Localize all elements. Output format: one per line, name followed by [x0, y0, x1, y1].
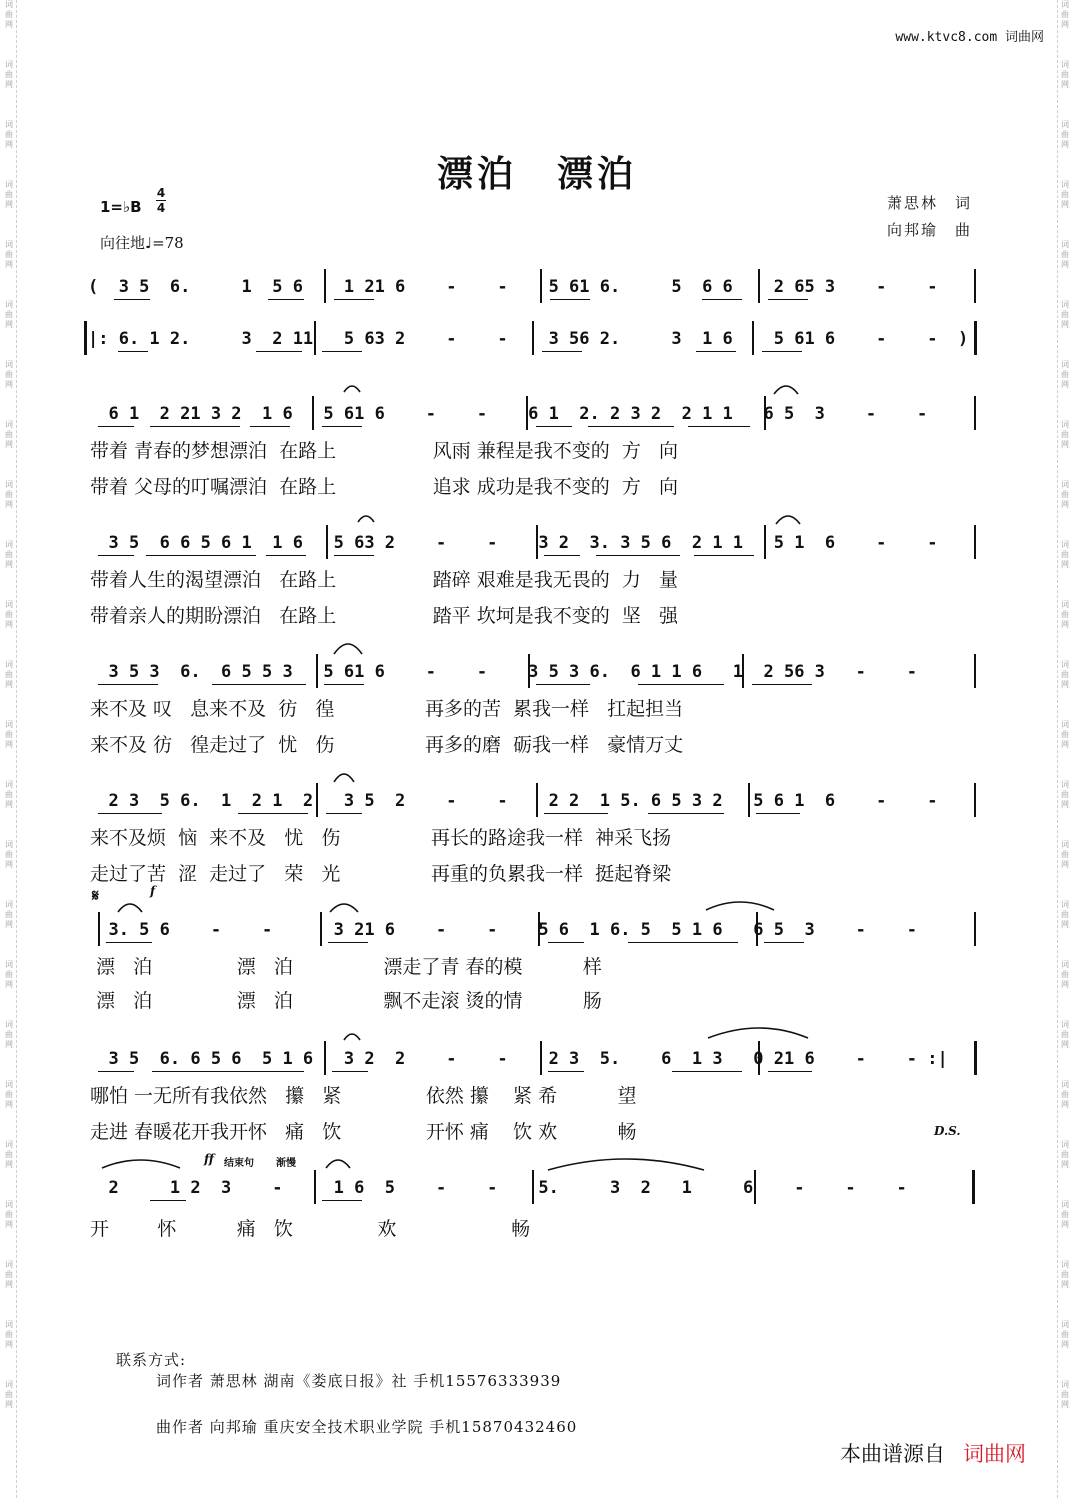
lyricist-contact: 词作者 萧思林 湖南《娄底日报》社 手机15576333939: [156, 1372, 562, 1390]
lyric-line: 哪怕 一无所有我依然 攥 紧 依然 攥 紧 希 望: [90, 1085, 637, 1107]
side-watermark: 词曲网: [1061, 60, 1069, 89]
side-watermark: 词曲网: [1061, 1260, 1069, 1289]
side-watermark: 词曲网: [5, 180, 13, 209]
lyric-line: 来不及烦 恼 来不及 忧 伤 再长的路途我一样 神采飞扬: [90, 827, 672, 849]
side-watermark: 词曲网: [1061, 660, 1069, 689]
score-row: [88, 791, 988, 817]
side-watermark: 词曲网: [5, 660, 13, 689]
meter-top: 4: [156, 186, 166, 200]
side-watermark: 词曲网: [1061, 720, 1069, 749]
side-watermark: 词曲网: [1061, 780, 1069, 809]
side-watermark: 词曲网: [1061, 840, 1069, 869]
lyric-line: 带着亲人的期盼漂泊 在路上 踏平 坎坷是我不变的 坚 强: [90, 605, 678, 627]
side-watermark: 词曲网: [5, 480, 13, 509]
side-watermark: 词曲网: [5, 720, 13, 749]
left-watermark-strip: [2, 0, 17, 1498]
source-prefix: 本曲谱源自: [840, 1442, 945, 1466]
meter-bottom: 4: [156, 201, 166, 215]
source-brand-link[interactable]: 词曲网: [963, 1442, 1026, 1466]
side-watermark: 词曲网: [5, 1140, 13, 1169]
side-watermark: 词曲网: [1061, 1320, 1069, 1349]
side-watermark: 词曲网: [1061, 120, 1069, 149]
composer-credit: 向邦瑜 曲: [886, 221, 972, 239]
side-watermark: 词曲网: [1061, 1080, 1069, 1109]
side-watermark: 词曲网: [5, 780, 13, 809]
side-watermark: 词曲网: [1061, 1200, 1069, 1229]
side-watermark: 词曲网: [1061, 540, 1069, 569]
key-signature: 1=♭B: [100, 198, 142, 216]
dynamic-fortissimo: ff: [204, 1152, 214, 1166]
side-watermark: 词曲网: [1061, 0, 1069, 29]
side-watermark: 词曲网: [1061, 960, 1069, 989]
right-watermark-strip: [1057, 0, 1072, 1498]
side-watermark: 词曲网: [5, 1080, 13, 1109]
segno-sign: 𝄋: [92, 886, 99, 905]
lyric-line: 开 怀 痛 饮 欢 畅: [90, 1218, 531, 1240]
side-watermark: 词曲网: [5, 600, 13, 629]
side-watermark: 词曲网: [5, 1380, 13, 1409]
side-watermark: 词曲网: [5, 60, 13, 89]
note-line: 6 1 2 21 3 2 1 6 5 61 6 - - 6 1 2. 2 3 2 2 1 1 6 5 3 - -: [88, 404, 928, 424]
time-signature: [156, 186, 166, 215]
score-row: [88, 277, 988, 303]
note-line: 3 5 6 6 5 6 1 1 6 5 63 2 - - 3 2 3. 3 5 6 2 1 1 5 1 6 - -: [88, 533, 938, 553]
side-watermark: 词曲网: [1061, 1140, 1069, 1169]
lyricist-credit: 萧思林 词: [886, 194, 972, 212]
site-url: www.ktvc8.com 词曲网: [895, 30, 1044, 45]
score-row: [88, 404, 988, 430]
ending-phrase-label: 结束句: [224, 1158, 254, 1169]
side-watermark: 词曲网: [1061, 360, 1069, 389]
score-row: [88, 1049, 988, 1075]
lyric-line: 漂 泊 漂 泊 飘不走滚 烫的情 肠: [90, 990, 602, 1012]
side-watermark: 词曲网: [5, 840, 13, 869]
note-line: |: 6. 1 2. 3 2 11 5 63 2 - - 3 56 2. 3 1 6 5 61 6 - - ): [88, 329, 969, 349]
da-segno-mark: D.S.: [934, 1124, 961, 1138]
side-watermark: 词曲网: [1061, 1380, 1069, 1409]
side-watermark: 词曲网: [1061, 420, 1069, 449]
side-watermark: 词曲网: [1061, 300, 1069, 329]
composer-contact: 曲作者 向邦瑜 重庆安全技术职业学院 手机15870432460: [156, 1418, 578, 1436]
lyric-line: 走过了苦 涩 走过了 荣 光 再重的负累我一样 挺起脊梁: [90, 863, 672, 885]
note-line: 3 5 3 6. 6 5 5 3 5 61 6 - - 3 5 3 6. 6 1 1 6 1 2 56 3 - -: [88, 662, 918, 682]
source-footer: [840, 1438, 1026, 1468]
score-row: [88, 1178, 988, 1204]
lyric-line: 来不及 叹 息来不及 彷 徨 再多的苦 累我一样 扛起担当: [90, 698, 684, 720]
contact-header: 联系方式:: [116, 1351, 187, 1369]
side-watermark: 词曲网: [5, 420, 13, 449]
lyric-line: 带着 父母的叮嘱漂泊 在路上 追求 成功是我不变的 方 向: [90, 476, 678, 498]
lyric-line: 漂 泊 漂 泊 漂走了青 春的模 样: [90, 956, 602, 978]
side-watermark: 词曲网: [5, 300, 13, 329]
note-line: 3. 5 6 - - 3 21 6 - - 5 6 1 6. 5 5 1 6 6 5 3 - -: [88, 920, 918, 940]
side-watermark: 词曲网: [1061, 1020, 1069, 1049]
song-title: 漂泊 漂泊: [436, 153, 637, 195]
note-line: 2 3 5 6. 1 2 1 2 3 5 2 - - 2 2 1 5. 6 5 3 2 5 6 1 6 - -: [88, 791, 938, 811]
tempo-marking: 向往地♩=78: [100, 234, 184, 252]
lyric-line: 走进 春暖花开我开怀 痛 饮 开怀 痛 饮 欢 畅: [90, 1121, 637, 1143]
score-row: [88, 662, 988, 688]
lyric-line: 来不及 彷 徨走过了 忧 伤 再多的磨 砺我一样 豪情万丈: [90, 734, 684, 756]
side-watermark: 词曲网: [5, 1020, 13, 1049]
score-row: [88, 329, 988, 355]
score-row: [88, 533, 988, 559]
side-watermark: 词曲网: [1061, 600, 1069, 629]
side-watermark: 词曲网: [1061, 480, 1069, 509]
side-watermark: 词曲网: [1061, 180, 1069, 209]
dynamic-forte: f: [150, 884, 156, 898]
side-watermark: 词曲网: [1061, 240, 1069, 269]
note-line: 3 5 6. 6 5 6 5 1 6 3 2 2 - - 2 3 5. 6 1 3 0 21 6 - - :|: [88, 1049, 948, 1069]
score-row: [88, 920, 988, 946]
lyric-line: 带着 青春的梦想漂泊 在路上 风雨 兼程是我不变的 方 向: [90, 440, 678, 462]
side-watermark: 词曲网: [5, 1200, 13, 1229]
side-watermark: 词曲网: [5, 120, 13, 149]
side-watermark: 词曲网: [5, 1320, 13, 1349]
side-watermark: 词曲网: [5, 960, 13, 989]
side-watermark: 词曲网: [5, 240, 13, 269]
ritardando-label: 渐慢: [276, 1158, 296, 1169]
side-watermark: 词曲网: [5, 1260, 13, 1289]
note-line: ( 3 5 6. 1 5 6 1 21 6 - - 5 61 6. 5 6 6 2 65 3 - -: [88, 277, 938, 297]
side-watermark: 词曲网: [5, 360, 13, 389]
side-watermark: 词曲网: [5, 540, 13, 569]
side-watermark: 词曲网: [1061, 900, 1069, 929]
note-line: 2 1 2 3 - 1 6 5 - - 5. 3 2 1 6 - - -: [88, 1178, 907, 1198]
lyric-line: 带着人生的渴望漂泊 在路上 踏碎 艰难是我无畏的 力 量: [90, 569, 678, 591]
side-watermark: 词曲网: [5, 0, 13, 29]
side-watermark: 词曲网: [5, 900, 13, 929]
